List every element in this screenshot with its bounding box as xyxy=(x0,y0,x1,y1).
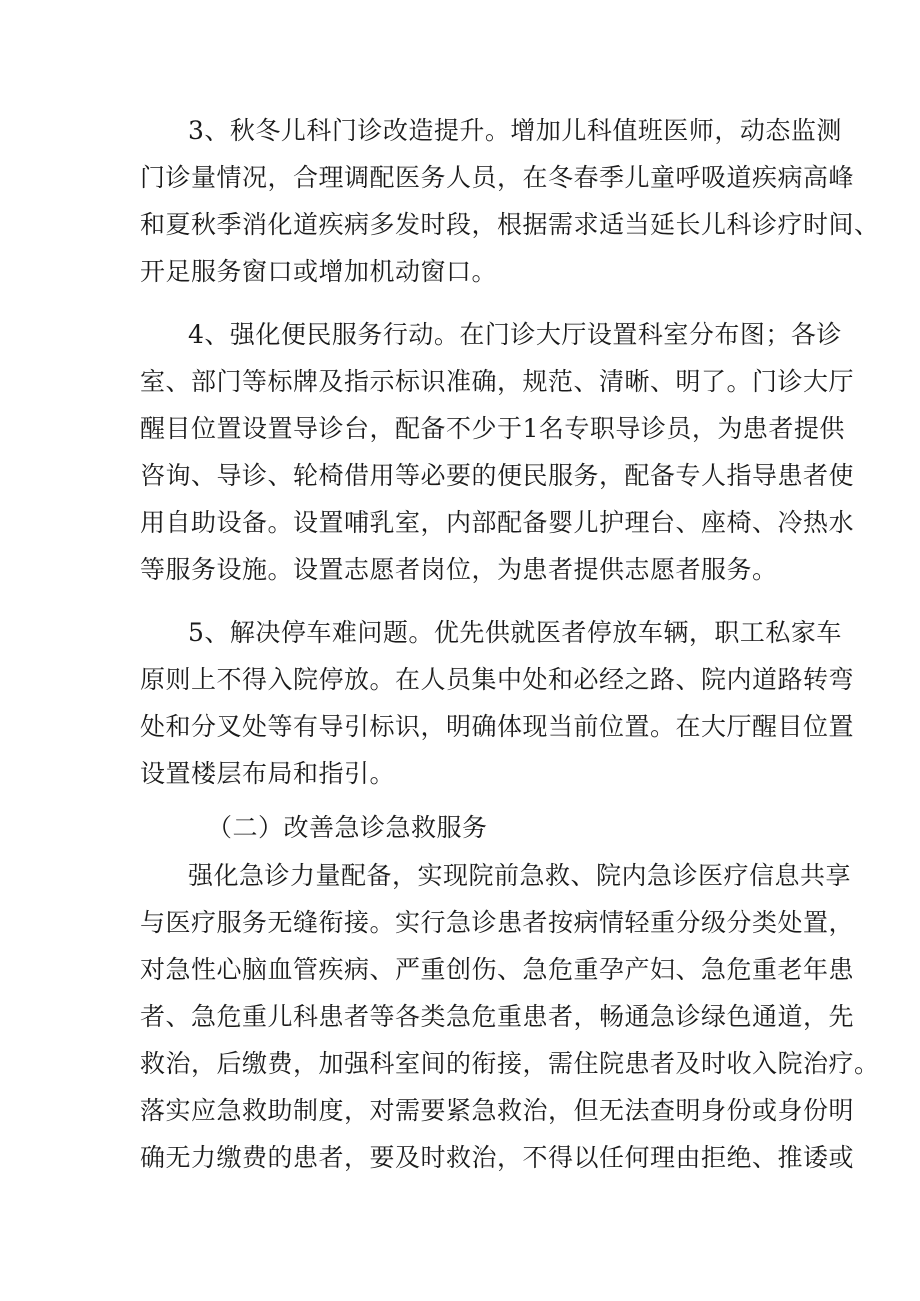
paragraph-line: 确无力缴费的患者，要及时救治，不得以任何理由拒绝、推诿或 xyxy=(140,1143,855,1172)
paragraph-line: 落实应急救助制度，对需要紧急救治，但无法查明身份或身份明 xyxy=(140,1096,855,1125)
paragraph-line: 3、秋冬儿科门诊改造提升。增加儿科值班医师，动态监测 xyxy=(188,116,842,145)
paragraph-line: 4、强化便民服务行动。在门诊大厅设置科室分布图；各诊 xyxy=(188,320,842,349)
section-heading: （二）改善急诊急救服务 xyxy=(207,813,488,842)
paragraph-line: 室、部门等标牌及指示标识准确，规范、清晰、明了。门诊大厅 xyxy=(140,367,855,396)
paragraph-line: 咨询、导诊、轮椅借用等必要的便民服务，配备专人指导患者使 xyxy=(140,461,855,490)
paragraph-line: 用自助设备。设置哺乳室，内部配备婴儿护理台、座椅、冷热水 xyxy=(140,508,855,537)
paragraph-line: 门诊量情况，合理调配医务人员，在冬春季儿童呼吸道疾病高峰 xyxy=(140,163,855,192)
paragraph-line: 处和分叉处等有导引标识，明确体现当前位置。在大厅醒目位置 xyxy=(140,712,855,741)
paragraph-line: 对急性心脑血管疾病、严重创伤、急危重孕产妇、急危重老年患 xyxy=(140,955,855,984)
paragraph-line: 等服务设施。设置志愿者岗位，为患者提供志愿者服务。 xyxy=(140,555,778,584)
paragraph-line: 强化急诊力量配备，实现院前急救、院内急诊医疗信息共享 xyxy=(188,861,852,890)
paragraph-line: 设置楼层布局和指引。 xyxy=(140,759,396,788)
paragraph-line: 开足服务窗口或增加机动窗口。 xyxy=(140,257,498,286)
paragraph-line: 和夏秋季消化道疾病多发时段，根据需求适当延长儿科诊疗时间、 xyxy=(140,210,880,239)
paragraph-line: 与医疗服务无缝衔接。实行急诊患者按病情轻重分级分类处置， xyxy=(140,908,855,937)
paragraph-line: 醒目位置设置导诊台，配备不少于1名专职导诊员，为患者提供 xyxy=(140,414,845,443)
paragraph-line: 原则上不得入院停放。在人员集中处和必经之路、院内道路转弯 xyxy=(140,665,855,694)
paragraph-line: 者、急危重儿科患者等各类急危重患者，畅通急诊绿色通道，先 xyxy=(140,1002,855,1031)
paragraph-line: 5、解决停车难问题。优先供就医者停放车辆，职工私家车 xyxy=(188,618,842,647)
paragraph-line: 救治，后缴费，加强科室间的衔接，需住院患者及时收入院治疗。 xyxy=(140,1049,880,1078)
